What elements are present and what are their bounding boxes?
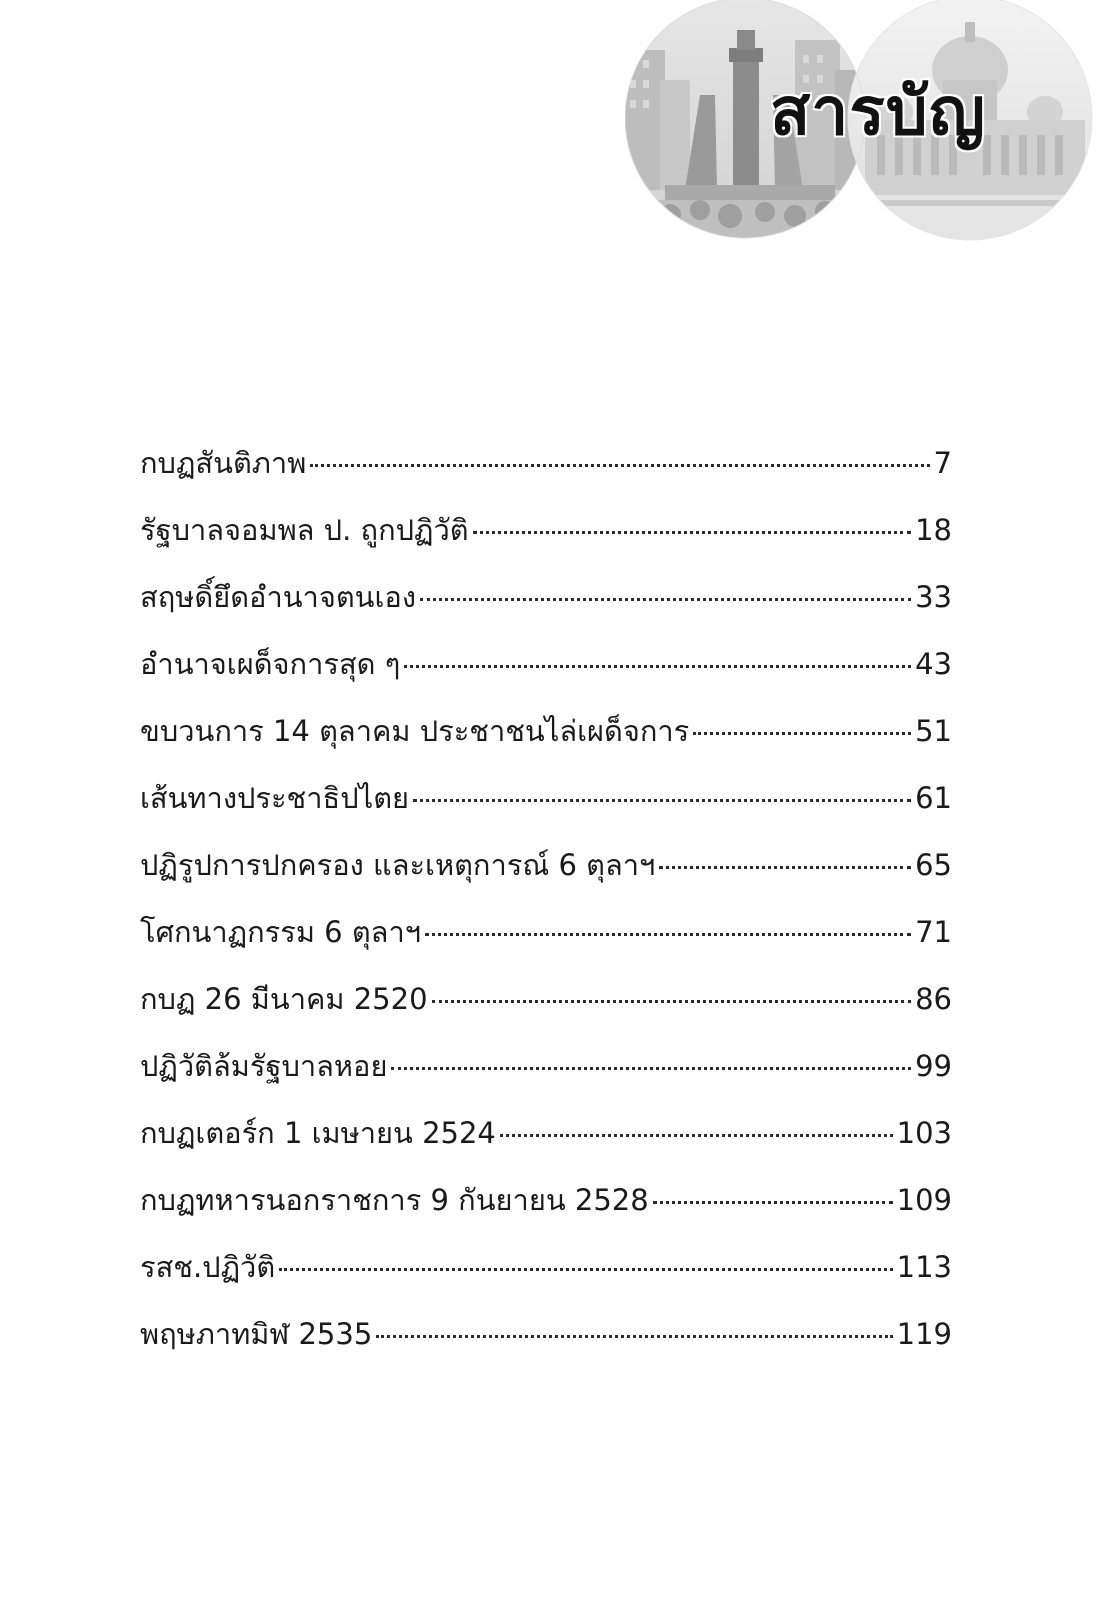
toc-entry	[140, 1316, 952, 1383]
toc-entry-title: กบฏ 26 มีนาคม 2520	[140, 982, 428, 1016]
toc-entry	[140, 579, 952, 646]
toc-entry-title: กบฏเตอร์ก 1 เมษายน 2524	[140, 1116, 496, 1150]
toc-dot-leader	[500, 1134, 893, 1137]
toc-entry-title: เส้นทางประชาธิปไตย	[140, 781, 410, 815]
toc-entry	[140, 445, 952, 512]
toc-entry-page: 113	[896, 1250, 952, 1284]
toc-entry-title: พฤษภาทมิฬ 2535	[140, 1317, 373, 1351]
toc-entry-page: 61	[915, 781, 952, 815]
toc-dot-leader	[279, 1268, 892, 1271]
toc-entry	[140, 1249, 952, 1316]
toc-entry	[140, 914, 952, 981]
toc-entry	[140, 1115, 952, 1182]
table-of-contents	[140, 445, 952, 1383]
toc-dot-leader	[653, 1201, 893, 1204]
toc-entry-page: 65	[915, 848, 952, 882]
toc-entry-title: ปฏิวัติล้มรัฐบาลหอย	[140, 1049, 388, 1083]
toc-entry-page: 18	[915, 513, 952, 547]
toc-dot-leader	[376, 1335, 892, 1338]
toc-entry-page: 86	[915, 982, 952, 1016]
toc-entry-page: 7	[933, 446, 952, 480]
toc-dot-leader	[473, 531, 911, 534]
toc-entry-page: 33	[915, 580, 952, 614]
toc-entry-page: 109	[896, 1183, 952, 1217]
toc-entry-page: 71	[915, 915, 952, 949]
toc-entry-title: ปฏิรูปการปกครอง และเหตุการณ์ 6 ตุลาฯ	[140, 848, 656, 882]
toc-entry	[140, 1048, 952, 1115]
toc-entry	[140, 780, 952, 847]
toc-entry-page: 103	[896, 1116, 952, 1150]
toc-dot-leader	[391, 1067, 911, 1070]
toc-entry	[140, 512, 952, 579]
toc-entry	[140, 1182, 952, 1249]
toc-dot-leader	[420, 598, 911, 601]
toc-dot-leader	[425, 933, 911, 936]
toc-entry-title: อำนาจเผด็จการสุด ๆ	[140, 647, 401, 681]
toc-entry	[140, 713, 952, 780]
toc-dot-leader	[413, 799, 911, 802]
toc-entry-page: 43	[915, 647, 952, 681]
toc-dot-leader	[659, 866, 911, 869]
toc-entry-title: รสช.ปฏิวัติ	[140, 1250, 276, 1284]
toc-entry-page: 119	[896, 1317, 952, 1351]
toc-dot-leader	[404, 665, 911, 668]
page-title: สารบัญ	[770, 72, 986, 150]
toc-entry-page: 99	[915, 1049, 952, 1083]
toc-entry	[140, 646, 952, 713]
toc-entry	[140, 981, 952, 1048]
toc-entry-title: กบฏทหารนอกราชการ 9 กันยายน 2528	[140, 1183, 649, 1217]
toc-entry	[140, 847, 952, 914]
toc-entry-title: สฤษดิ์ยึดอำนาจตนเอง	[140, 580, 416, 614]
toc-dot-leader	[310, 464, 929, 467]
toc-entry-title: ขบวนการ 14 ตุลาคม ประชาชนไล่เผด็จการ	[140, 714, 690, 748]
toc-dot-leader	[432, 1000, 912, 1003]
toc-entry-title: โศกนาฏกรรม 6 ตุลาฯ	[140, 915, 422, 949]
toc-entry-page: 51	[915, 714, 952, 748]
toc-entry-title: กบฏสันติภาพ	[140, 446, 307, 480]
toc-dot-leader	[693, 732, 911, 735]
toc-entry-title: รัฐบาลจอมพล ป. ถูกปฏิวัติ	[140, 513, 469, 547]
